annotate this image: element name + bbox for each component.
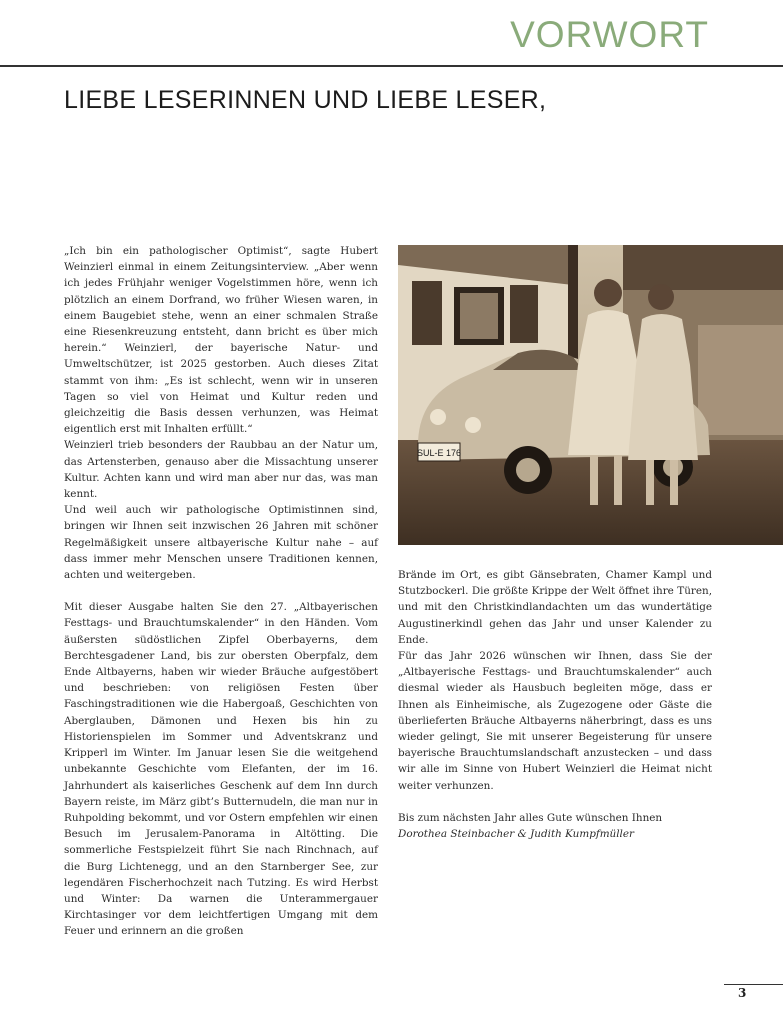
page-headline: LIEBE LESERINNEN UND LIEBE LESER, [64, 86, 547, 114]
section-title: VORWORT [510, 14, 709, 55]
paragraph-weinzierl-quote: „Ich bin ein pathologischer Optimist“, sagte Hubert Weinzierl einmal in einem Zeitungsinterview. „Aber wenn ich jedes Frühjahr weniger Vogelstimmen höre, wenn ich plötzlich an einem Dorfrand, wo früher Wiesen waren, in einem Baugebiet stehe, wenn an einer schmalen Straße eine Riesenkreuzung entsteht, dann bricht es über mich herein.“ Weinzierl, der bayerische Natur- und Umweltschützer, ist 2025 gestorben. Auch dieses Zitat stammt von ihm: „Es ist schlecht, wenn wir in unseren Tagen so viel von Heimat und Kultur reden und gleichzeitig die Basis dessen verhunzen, was Heimat eigentlich erst mit Inhalten erfüllt.“ [64, 245, 378, 436]
paragraph-ausgabe: Mit dieser Ausgabe halten Sie den 27. „Altbayerischen Festtags- und Brauchtumskalender“ in den Händen. Vom äußersten südöstlichen Zipfel Oberbayerns, dem Berchtesgadener Land, bis zur obersten Oberpfalz, dem Ende Altbayerns, haben wir wieder Bräuche aufgestöbert und beschrieben: von religiösen Festen über Faschingstraditionen wie die Habergoaß, Geschichten von Aberglauben, Dämonen und Hexen bis hin zu Historienspielen im Sommer und Adventskranz und Kripperl im Winter. Im Januar lesen Sie die weitgehend unbekannte Geschichte vom Elefanten, der im 16. Jahrhundert als kaiserliches Geschenk auf dem Inn durch Bayern reiste, im März gibt’s Butternudeln, die man nur in Ruhpolding bekommt, und vor Ostern empfehlen wir einen Besuch im Jerusalem-Panorama in Altötting. Die sommerliche Festspielzeit führt Sie nach Rinchnach, auf die Burg Lichtenegg, und an den Starnberger See, zur legendären Fischerhochzeit nach Tutzing. Es wird Herbst und Winter: Da warnen die Unterammergauer Kirchtasinger vor dem leichtfertigen Umgang mit dem Feuer und erinnern an die großen [64, 601, 378, 938]
license-plate: SUL-E 176 [416, 448, 462, 458]
paragraph-braende: Brände im Ort, es gibt Gänsebraten, Chamer Kampl und Stutzbockerl. Die größte Krippe der Welt öffnet ihre Türen, und mit den Christkindlandachten um das wundertätige Augustinerkindl gehen das Jahr und unser Kalender zu Ende. [398, 569, 712, 646]
paragraph-wunsch-2026: Für das Jahr 2026 wünschen wir Ihnen, dass Sie der „Altbayerische Festtags- und Brauchtumskalender“ auch diesmal wieder als Hausbuch begleiten möge, dass er Ihnen als Einheimische, als Zugezogene oder Gäste die überlieferten Bräuche Altbayerns näherbringt, dass es uns wieder gelingt, Sie mit unserer Begeisterung für unsere bayerische Brauchtumslandschaft anzustecken – und dass wir alle im Sinne von Hubert Weinzierl die Heimat nicht weiter verhunzen. [398, 650, 712, 792]
vintage-photo-women-with-car [398, 245, 783, 545]
paragraph-optimistinnen: Und weil auch wir pathologische Optimistinnen sind, bringen wir Ihnen seit inzwischen 26 Jahren mit schöner Regelmäßigkeit unsere altbayerische Kultur nahe – auf dass immer mehr Menschen unsere Traditionen kennen, achten und weitergeben. [64, 504, 378, 582]
header-divider [0, 65, 783, 67]
author-signature: Dorothea Steinbacher & Judith Kumpfmüller [398, 828, 634, 841]
left-text-column [64, 243, 378, 940]
closing-line: Bis zum nächsten Jahr alles Gute wünschen Ihnen [398, 811, 663, 824]
right-text-column [398, 567, 712, 842]
paragraph-raubbau: Weinzierl trieb besonders der Raubbau an der Natur um, das Artensterben, genauso aber die Missachtung unserer Kultur. Achten kann und wird man aber nur das, was man kennt. [64, 439, 378, 501]
footer-divider [724, 984, 783, 985]
page-number: 3 [738, 986, 747, 1000]
